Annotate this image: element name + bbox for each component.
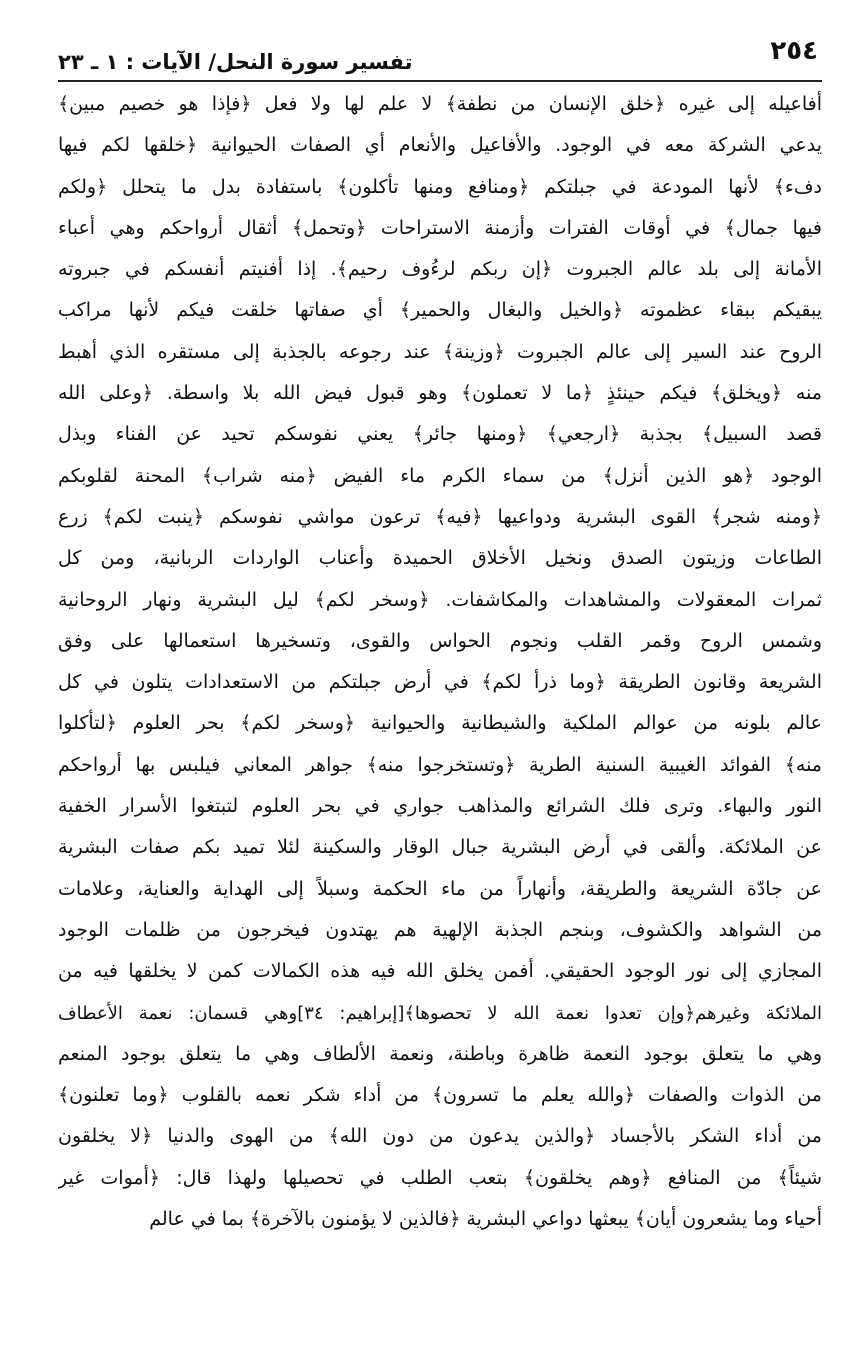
text-line: ثمرات المعقولات والمشاهدات والمكاشفات. ﴿وسخر لكم﴾ ليل البشرية ونهار الروحانية <box>58 588 822 611</box>
text-line: قصد السبيل﴾ بجذبة ﴿ارجعي﴾ ﴿ومنها جائر﴾ يعني نفوسكم تحيد عن الفناء وبذل <box>58 423 822 446</box>
text-line: دفء﴾ لأنها المودعة في جبلتكم ﴿ومنافع ومنها تأكلون﴾ باستفادة بدل ما يتحلل ﴿ولكم <box>58 175 822 198</box>
text-line: عالم بلونه من عوالم الملكية والشيطانية والحيوانية ﴿وسخر لكم﴾ بحر العلوم ﴿لتأكلوا <box>58 712 822 735</box>
text-line: ﴿ومنه شجر﴾ القوى البشرية ودواعيها ﴿فيه﴾ ترعون مواشي نفوسكم ﴿ينبت لكم﴾ زرع <box>58 505 822 528</box>
text-line: أفاعيله إلى غيره ﴿خلق الإنسان من نطفة﴾ لا علم لها ولا فعل ﴿فإذا هو خصيم مبين﴾ <box>58 93 822 115</box>
text-line: شيئاً﴾ من المنافع ﴿وهم يخلقون﴾ بتعب الطلب في تحصيلها ولهذا قال: ﴿أموات غير <box>58 1166 822 1189</box>
text-line: الطاعات وزيتون الصدق ونخيل الأخلاق الحميدة وأعناب الواردات الربانية، ومن كل <box>58 547 822 570</box>
text-line: من أداء الشكر بالأجساد ﴿والذين يدعون من دون الله﴾ من الهوى والدنيا ﴿لا يخلقون <box>58 1125 822 1148</box>
text-line: الشريعة وقانون الطريقة ﴿وما ذرأ لكم﴾ في أرض جبلتكم من الاستعدادات يتلون في كل <box>58 671 822 694</box>
text-line: الأمانة إلى بلد عالم الجبروت ﴿إن ربكم لرءُوف رحيم﴾. إذا أفنيتم أنفسكم في جبروته <box>58 258 822 281</box>
text-line: فيها جمال﴾ في أوقات الفترات وأزمنة الاستراحات ﴿وتحمل﴾ أثقال أرواحكم وهي أعباء <box>58 216 822 239</box>
page-header <box>58 36 818 80</box>
text-line: من الذوات والصفات ﴿والله يعلم ما تسرون﴾ من أداء شكر نعمه بالقلوب ﴿وما تعلنون﴾ <box>58 1084 822 1107</box>
text-line: الملائكة وغيرهم﴿وإن تعدوا نعمة الله لا تحصوها﴾[إبراهيم: ٣٤]وهي قسمان: نعمة الأعطاف <box>58 1002 822 1024</box>
text-line: يدعي الشركة معه في الوجود. والأفاعيل والأنعام أي الصفات الحيوانية ﴿خلقها لكم فيها <box>58 134 822 157</box>
text-line: يبقيكم ببقاء عظموته ﴿والخيل والبغال والحمير﴾ أي صفاتها خلقت فيكم لأنها مراكب <box>58 299 822 322</box>
text-line: أحياء وما يشعرون أيان﴾ يبعثها دواعي البشرية ﴿فالذين لا يؤمنون بالآخرة﴾ بما في عالم <box>149 1208 822 1231</box>
text-line: من الشواهد والكشوف، وبنجم الجذبة الإلهية هم يهتدون فيخرجون من ظلمات الوجود <box>58 918 822 941</box>
text-line: النور والبهاء. وترى فلك الشرائع والمذاهب جواري في بحر العلوم لتبتغوا الأسرار الخفية <box>58 795 822 818</box>
text-line: الوجود ﴿هو الذين أنزل﴾ من سماء الكرم ماء الفيض ﴿منه شراب﴾ المحنة لقلوبكم <box>58 464 822 487</box>
running-title: تفسير سورة النحل/ الآيات : ١ ـ ٢٣ <box>58 50 413 74</box>
text-line: المجازي إلى نور الوجود الحقيقي. أفمن يخلق الله فيه هذه الكمالات كمن لا يخلقها فيه من <box>58 960 822 983</box>
text-line: عن الملائكة. وألقى في أرض البشرية جبال الوقار والسكينة لئلا تميد بكم صفات البشرية <box>58 836 822 859</box>
text-line: عن جادّة الشريعة والطريقة، وأنهاراً من ماء الحكمة وسبلاً إلى الهداية والعناية، وعلامات <box>58 877 822 900</box>
text-line: وشمس الروح وقمر القلب ونجوم الحواس والقوى، وتسخيرها استعمالها على وفق <box>58 629 822 652</box>
text-line: وهي ما يتعلق بوجود النعمة ظاهرة وباطنة، ونعمة الألطاف وهي ما يتعلق بوجود المنعم <box>58 1042 822 1065</box>
header-divider <box>58 80 822 82</box>
text-line: منه﴾ الفوائد الغيبية السنية الطرية ﴿وتستخرجوا منه﴾ جواهر المعاني فيلبس بها أرواحكم <box>58 753 822 776</box>
text-line: منه ﴿ويخلق﴾ فيكم حينئذٍ ﴿ما لا تعملون﴾ وهو قبول فيض الله بلا واسطة. ﴿وعلى الله <box>58 382 822 405</box>
body-text <box>58 84 822 1240</box>
page-number: ٢٥٤ <box>770 36 818 66</box>
text-line: الروح عند السير إلى عالم الجبروت ﴿وزينة﴾ عند رجوعه بالجذبة إلى مستقره الذي أهبط <box>58 340 822 363</box>
